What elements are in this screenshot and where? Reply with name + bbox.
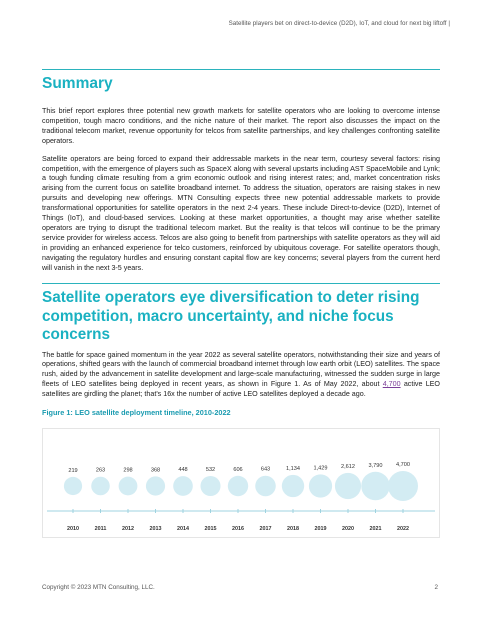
copyright-text: Copyright © 2023 MTN Consulting, LLC.	[42, 584, 155, 591]
summary-paragraph-1: This brief report explores three potential new growth markets for satellite operators who are looking to overcome intense competition, tough macro conditions, and the niche nature of their market. The report also discusses the impact on the traditional telecom market, revenue opportunity for telcos from satellite partnerships, and key challenges confronting satellite operators.	[42, 107, 440, 145]
running-title: Satellite players bet on direct-to-device (D2D), IoT, and cloud for next big liftoff |	[228, 20, 450, 27]
value-label-2014: 448	[178, 467, 188, 474]
bubble-2017	[255, 476, 276, 497]
diversification-paragraph	[42, 351, 440, 401]
bubble-2019	[309, 474, 332, 497]
summary-title: Summary	[42, 75, 113, 92]
bubble-2015	[200, 476, 220, 496]
page-number: 2	[434, 584, 438, 591]
leo-count-link[interactable]: 4,700	[382, 380, 401, 389]
summary-paragraph-2: Satellite operators are being forced to expand their addressable markets in the near term, courtesy several factors: rising competition, with the emergence of players such as SpaceX along with several upstarts including AST SpaceMobile and Lynk; a tough funding climate resulting from a grim economic outlook and rising interest rates; and, market concentration risks arising from the current focus on satellite broadband internet. To address the situation, operators are raising stakes in new pursuits and developing new offerings. MTN Consulting expects three new potential addressable markets to provide transformational opportunities for satellite operators in the next 2-4 years. These include Direct-to-device (D2D), Internet of Things (IoT), and cloud-based services. Looking at these market opportunities, a thought may arise whether satellite operators are trying to disrupt the traditional telecom market. But the reality is that telcos will continue to be the primary service provider for wireless access. Telcos are also going to benefit from partnerships with satellite operators as they will aid in providing an enhanced experience for telco customers, reinforced by ubiquitous coverage. For satellite operators though, navigating the regulatory hurdles and ensuring constant capital flow are key concerns; several players from the current herd will vanish in the next 3-5 years.	[42, 154, 440, 272]
value-label-2018: 1,134	[286, 465, 300, 472]
year-label-2020: 2020	[342, 526, 354, 532]
value-label-2021: 3,790	[368, 462, 383, 469]
figure-caption: Figure 1: LEO satellite deployment timeline, 2010-2022	[42, 408, 231, 418]
year-label-2022: 2022	[397, 526, 409, 532]
value-label-2010: 219	[68, 467, 78, 474]
summary-section	[42, 69, 440, 274]
diversification-title: Satellite operators eye diversification to deter rising competition, macro uncertainty, and niche focus concerns	[42, 289, 420, 343]
value-label-2013: 368	[150, 467, 161, 474]
year-label-2010: 2010	[67, 526, 79, 532]
year-label-2012: 2012	[122, 526, 134, 532]
year-label-2018: 2018	[287, 526, 299, 532]
paragraph-text-before-link: The battle for space gained momentum in the year 2022 as several satellite operators, notwithstanding their size and years of operations, shifted gears with the launch of commercial broadband internet through low earth orbit (LEO) satellites. The space rush, aided by the advancement in satellite development and large-scale manufacturing, witnessed the sudden surge in large fleets of LEO satellites being deployed in recent years, as shown in Figure 1. As of May 2022, about	[42, 350, 440, 389]
bubble-2014	[173, 476, 193, 496]
bubble-2011	[91, 477, 110, 496]
year-label-2013: 2013	[149, 526, 162, 532]
leo-deployment-chart	[42, 428, 440, 538]
bubble-2016	[228, 476, 248, 496]
chart-svg	[42, 428, 440, 538]
bubble-2022	[388, 471, 418, 501]
bubble-2013	[146, 476, 165, 495]
bubble-2010	[64, 477, 82, 495]
value-label-2011: 263	[95, 467, 106, 474]
year-label-2017: 2017	[259, 526, 272, 532]
value-label-2022: 4,700	[396, 462, 410, 468]
value-label-2012: 298	[123, 467, 133, 474]
value-label-2016: 606	[233, 466, 243, 473]
year-label-2014: 2014	[177, 526, 189, 532]
diversification-divider	[42, 283, 440, 284]
year-label-2021: 2021	[369, 526, 382, 532]
bubble-2018	[282, 475, 304, 497]
year-label-2016: 2016	[232, 526, 244, 532]
diversification-section	[42, 283, 440, 420]
year-label-2011: 2011	[94, 526, 107, 532]
year-label-2019: 2019	[314, 526, 327, 532]
value-label-2017: 643	[260, 466, 271, 473]
summary-divider	[42, 69, 440, 70]
value-label-2020: 2,612	[341, 463, 355, 470]
bubble-2012	[119, 477, 138, 496]
paragraph-text-after-link: active LEO satellites are girdling the planet; that's 16x the number of active LEO satellites deployed a decade ago.	[42, 380, 440, 399]
page-footer	[42, 584, 438, 591]
bubble-2020	[335, 473, 361, 499]
running-header	[32, 20, 450, 27]
bubble-2021	[361, 472, 389, 500]
value-label-2015: 532	[205, 466, 216, 473]
year-label-2015: 2015	[204, 526, 217, 532]
value-label-2019: 1,429	[313, 465, 328, 472]
